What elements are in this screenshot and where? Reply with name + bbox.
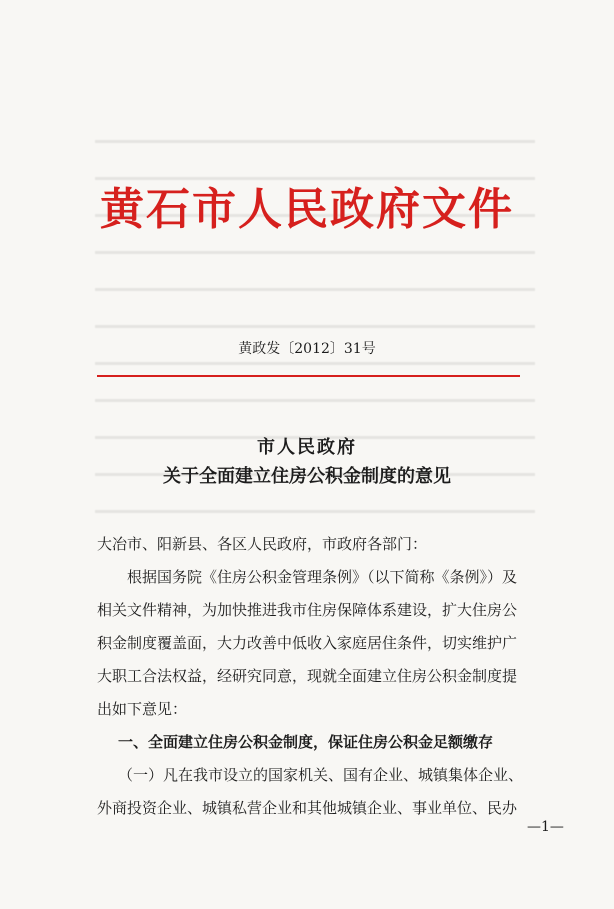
body-line: 外商投资企业、城镇私营企业和其他城镇企业、事业单位、民办 bbox=[97, 799, 518, 817]
document-title-subject: 关于全面建立住房公积金制度的意见 bbox=[163, 466, 451, 487]
masthead-title: 黄石市人民政府文件 bbox=[100, 184, 514, 235]
body-line: 出如下意见： bbox=[97, 700, 188, 718]
body-line: 积金制度覆盖面，大力改善中低收入家庭居住条件，切实维护广 bbox=[97, 634, 518, 652]
section-heading: 一、全面建立住房公积金制度，保证住房公积金足额缴存 bbox=[118, 733, 494, 751]
body-line: （一）凡在我市设立的国家机关、国有企业、城镇集体企业、 bbox=[118, 766, 524, 784]
page-number: —1— bbox=[527, 819, 564, 835]
body-line: 相关文件精神，为加快推进我市住房保障体系建设，扩大住房公 bbox=[97, 601, 518, 619]
red-divider-line bbox=[97, 375, 520, 377]
document-number: 黄政发〔2012〕31号 bbox=[238, 341, 376, 357]
addressee-line: 大冶市、阳新县、各区人民政府，市政府各部门： bbox=[97, 535, 428, 553]
body-line: 根据国务院《住房公积金管理条例》（以下简称《条例》）及 bbox=[127, 568, 518, 586]
document-title-issuer: 市人民政府 bbox=[257, 437, 357, 458]
body-line: 大职工合法权益，经研究同意，现就全面建立住房公积金制度提 bbox=[97, 667, 518, 685]
